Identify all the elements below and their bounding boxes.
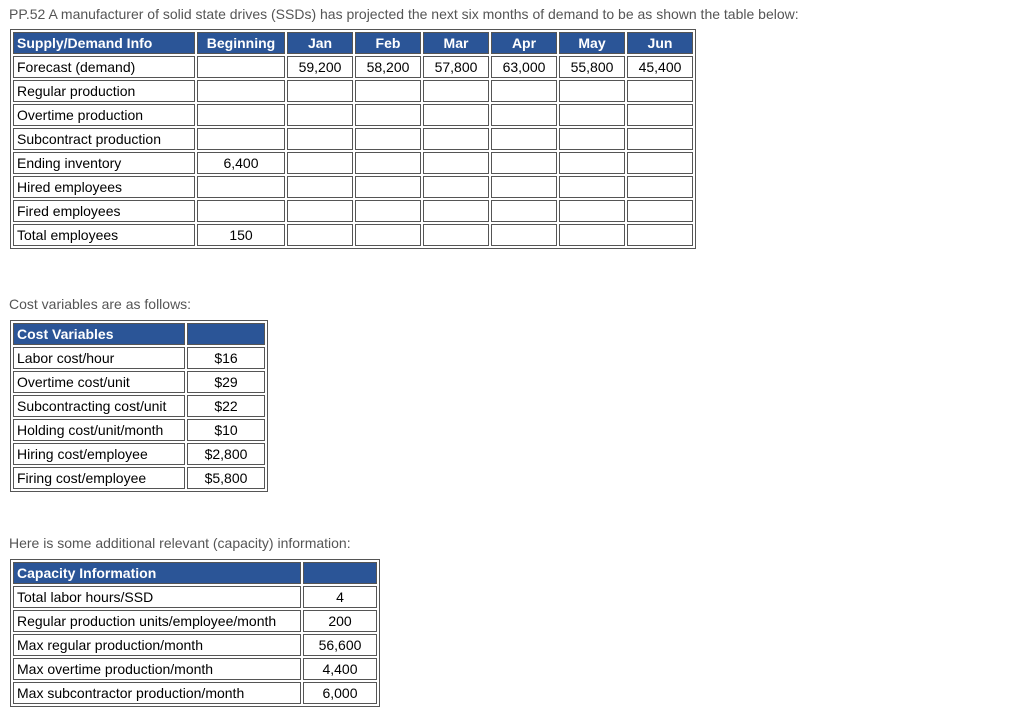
cell-mar: 57,800 <box>423 56 489 78</box>
row-ending-inventory <box>13 152 693 174</box>
row-label: Max overtime production/month <box>13 658 301 680</box>
cost-row-holding <box>13 419 265 441</box>
row-label: Max subcontractor production/month <box>13 682 301 704</box>
cell-feb <box>355 224 421 246</box>
cell-feb <box>355 104 421 126</box>
cell-jan <box>287 128 353 150</box>
row-value: 56,600 <box>303 634 377 656</box>
row-label: Regular production units/employee/month <box>13 610 301 632</box>
row-label: Fired employees <box>13 200 195 222</box>
header-supply-demand-info: Supply/Demand Info <box>13 32 195 54</box>
row-value: 6,000 <box>303 682 377 704</box>
cell-jun <box>627 176 693 198</box>
cell-apr <box>491 200 557 222</box>
capacity-information-table <box>10 559 380 707</box>
row-label: Subcontract production <box>13 128 195 150</box>
cost-header-row <box>13 323 265 345</box>
header-feb: Feb <box>355 32 421 54</box>
row-subcontract-production <box>13 128 693 150</box>
capacity-intro-text: Here is some additional relevant (capacity) information: <box>9 535 351 551</box>
cell-jan <box>287 80 353 102</box>
cell-may: 55,800 <box>559 56 625 78</box>
header-capacity-value <box>303 562 377 584</box>
cell-jun <box>627 104 693 126</box>
header-beginning: Beginning <box>197 32 285 54</box>
header-cost-value <box>187 323 265 345</box>
cell-mar <box>423 200 489 222</box>
cell-mar <box>423 80 489 102</box>
cell-beginning <box>197 104 285 126</box>
row-value: 4,400 <box>303 658 377 680</box>
cell-jun <box>627 224 693 246</box>
header-cost-variables: Cost Variables <box>13 323 185 345</box>
cost-row-labor <box>13 347 265 369</box>
header-mar: Mar <box>423 32 489 54</box>
row-label: Max regular production/month <box>13 634 301 656</box>
row-value: 4 <box>303 586 377 608</box>
cost-intro-text: Cost variables are as follows: <box>9 296 192 312</box>
row-label: Ending inventory <box>13 152 195 174</box>
cost-row-hiring <box>13 443 265 465</box>
row-total-employees <box>13 224 693 246</box>
row-hired-employees <box>13 176 693 198</box>
row-label: Hired employees <box>13 176 195 198</box>
cell-beginning <box>197 80 285 102</box>
row-label: Hiring cost/employee <box>13 443 185 465</box>
row-fired-employees <box>13 200 693 222</box>
cell-jun <box>627 152 693 174</box>
header-may: May <box>559 32 625 54</box>
cell-feb <box>355 200 421 222</box>
row-label: Labor cost/hour <box>13 347 185 369</box>
capacity-row-units-per-employee <box>13 610 377 632</box>
cell-beginning <box>197 128 285 150</box>
row-label: Subcontracting cost/unit <box>13 395 185 417</box>
capacity-row-max-subcontractor <box>13 682 377 704</box>
cell-feb <box>355 128 421 150</box>
row-value: 200 <box>303 610 377 632</box>
cell-beginning: 6,400 <box>197 152 285 174</box>
capacity-row-max-overtime <box>13 658 377 680</box>
cell-mar <box>423 104 489 126</box>
capacity-row-labor-hours <box>13 586 377 608</box>
row-value: $2,800 <box>187 443 265 465</box>
row-value: $10 <box>187 419 265 441</box>
cell-feb <box>355 80 421 102</box>
supply-demand-table <box>10 29 696 249</box>
cost-row-overtime <box>13 371 265 393</box>
header-apr: Apr <box>491 32 557 54</box>
row-value: $16 <box>187 347 265 369</box>
row-label: Total employees <box>13 224 195 246</box>
cell-apr: 63,000 <box>491 56 557 78</box>
cell-jan <box>287 176 353 198</box>
intro-text: PP.52 A manufacturer of solid state drives (SSDs) has projected the next six months of demand to be as shown the table below: <box>9 6 799 22</box>
cost-row-firing <box>13 467 265 489</box>
cell-apr <box>491 176 557 198</box>
row-label: Regular production <box>13 80 195 102</box>
cell-jan: 59,200 <box>287 56 353 78</box>
cell-beginning <box>197 176 285 198</box>
header-jun: Jun <box>627 32 693 54</box>
cell-may <box>559 80 625 102</box>
cell-jan <box>287 104 353 126</box>
cell-feb <box>355 152 421 174</box>
cell-mar <box>423 176 489 198</box>
cell-beginning: 150 <box>197 224 285 246</box>
cost-variables-table <box>10 320 268 492</box>
row-value: $29 <box>187 371 265 393</box>
cell-feb: 58,200 <box>355 56 421 78</box>
cell-beginning <box>197 56 285 78</box>
cell-may <box>559 176 625 198</box>
cell-apr <box>491 80 557 102</box>
cell-may <box>559 128 625 150</box>
cell-mar <box>423 152 489 174</box>
cell-may <box>559 200 625 222</box>
row-overtime-production <box>13 104 693 126</box>
row-label: Holding cost/unit/month <box>13 419 185 441</box>
capacity-header-row <box>13 562 377 584</box>
row-value: $22 <box>187 395 265 417</box>
header-capacity-information: Capacity Information <box>13 562 301 584</box>
header-jan: Jan <box>287 32 353 54</box>
cell-apr <box>491 224 557 246</box>
cell-beginning <box>197 200 285 222</box>
cell-may <box>559 152 625 174</box>
row-label: Total labor hours/SSD <box>13 586 301 608</box>
cell-jan <box>287 152 353 174</box>
cell-may <box>559 224 625 246</box>
row-label: Forecast (demand) <box>13 56 195 78</box>
cell-jun <box>627 128 693 150</box>
cell-mar <box>423 224 489 246</box>
row-value: $5,800 <box>187 467 265 489</box>
cell-jan <box>287 200 353 222</box>
cell-jun <box>627 80 693 102</box>
cell-jun <box>627 200 693 222</box>
row-regular-production <box>13 80 693 102</box>
cell-feb <box>355 176 421 198</box>
row-label: Overtime cost/unit <box>13 371 185 393</box>
cell-jun: 45,400 <box>627 56 693 78</box>
row-label: Firing cost/employee <box>13 467 185 489</box>
cell-mar <box>423 128 489 150</box>
cell-apr <box>491 152 557 174</box>
row-forecast <box>13 56 693 78</box>
capacity-row-max-regular <box>13 634 377 656</box>
row-label: Overtime production <box>13 104 195 126</box>
cell-may <box>559 104 625 126</box>
cell-jan <box>287 224 353 246</box>
supply-header-row <box>13 32 693 54</box>
cell-apr <box>491 128 557 150</box>
cost-row-subcontracting <box>13 395 265 417</box>
cell-apr <box>491 104 557 126</box>
